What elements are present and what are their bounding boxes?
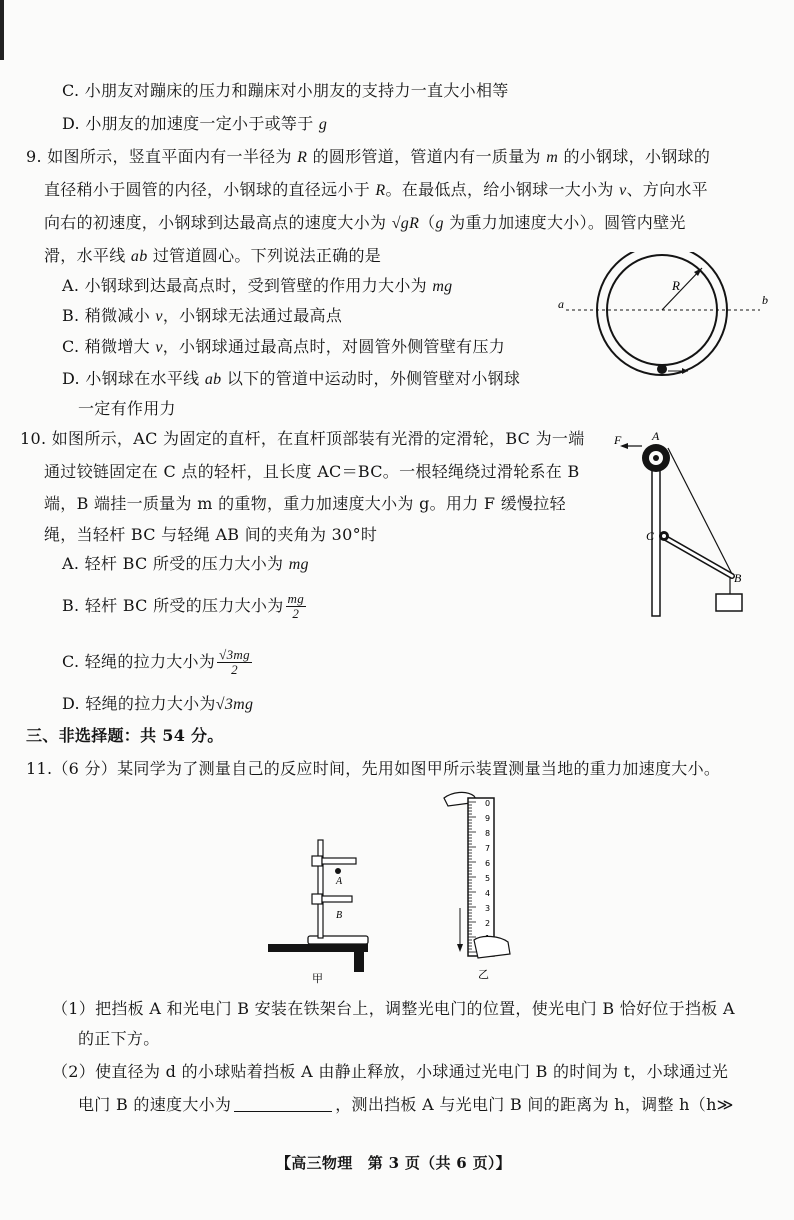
label-R: R bbox=[672, 278, 680, 293]
hanging-weight bbox=[716, 594, 742, 611]
q9-option-c: C. 稍微增大 v，小钢球通过最高点时，对圆管外侧管壁有压力 bbox=[62, 337, 506, 356]
q11-figure-jia bbox=[268, 836, 378, 986]
q11-step1-line2: 的正下方。 bbox=[78, 1029, 160, 1048]
ruler-digit: 6 bbox=[485, 859, 491, 868]
label-C: C bbox=[646, 529, 655, 543]
stand-pole bbox=[318, 840, 323, 938]
ruler-digit: 3 bbox=[485, 904, 491, 913]
q9-option-b: B. 稍微减小 v，小钢球无法通过最高点 bbox=[62, 306, 343, 325]
clamp-lower bbox=[312, 894, 322, 904]
fraction-mg-over-2: $\frac{mg}{2}$ bbox=[287, 591, 304, 621]
page-footer: 【高三物理 第 3 页（共 6 页）】 bbox=[276, 1154, 511, 1172]
ruler-digit: 8 bbox=[485, 829, 491, 838]
answer-blank bbox=[234, 1095, 332, 1112]
ruler-digit: 0 bbox=[485, 799, 491, 808]
q9-tube-figure bbox=[550, 252, 775, 382]
ruler-digit: 2 bbox=[485, 919, 491, 928]
label-a: a bbox=[558, 297, 564, 311]
q9-option-a: A. 小钢球到达最高点时，受到管壁的作用力大小为 mg bbox=[62, 276, 453, 295]
q8-option-d: D. 小朋友的加速度一定小于或等于 g bbox=[62, 114, 328, 133]
scan-edge bbox=[0, 0, 4, 60]
table-top bbox=[268, 944, 368, 952]
q10-pulley-figure bbox=[612, 428, 762, 620]
q10-option-a: A. 轻杆 BC 所受的压力大小为 mg bbox=[62, 554, 309, 573]
label-A: A bbox=[652, 429, 660, 443]
q8-option-c: C. 小朋友对蹦床的压力和蹦床对小朋友的支持力一直大小相等 bbox=[62, 81, 509, 100]
q11-step1-line1: （1）把挡板 A 和光电门 B 安装在铁架台上，调整光电门的位置，使光电门 B 恰好位于挡板 A bbox=[52, 999, 735, 1018]
q9-stem-line2: 直径稍小于圆管的内径，小钢球的直径远小于 R。在最低点，给小钢球一大小为 v、方向水平 bbox=[44, 180, 708, 199]
q9-option-d: D. 小钢球在水平线 ab 以下的管道中运动时，外侧管壁对小钢球 bbox=[62, 369, 521, 388]
label-B: B bbox=[734, 571, 742, 585]
fraction-sqrt3mg-over-2: $\frac{√3mg}{2}$ bbox=[219, 647, 250, 677]
small-ball bbox=[335, 868, 341, 874]
q10-option-b: B. 轻杆 BC 所受的压力大小为 $\frac{mg}{2}$ bbox=[62, 591, 304, 621]
q11-intro: 11.（6 分）某同学为了测量自己的反应时间，先用如图甲所示装置测量当地的重力加速度大小。 bbox=[26, 759, 721, 778]
label-F: F bbox=[614, 433, 622, 447]
q10-option-d: D. 轻绳的拉力大小为√3mg bbox=[62, 694, 254, 713]
q10-stem-line3: 端，B 端挂一质量为 m 的重物，重力加速度大小为 g。用力 F 缓慢拉轻 bbox=[44, 494, 566, 513]
label-yi: 乙 bbox=[478, 968, 489, 981]
q10-stem-line2: 通过铰链固定在 C 点的轻杆，且长度 AC＝BC。一根轻绳绕过滑轮系在 B bbox=[44, 462, 580, 481]
ruler-digit: 7 bbox=[485, 844, 491, 853]
q10-stem-line4: 绳，当轻杆 BC 与轻绳 AB 间的夹角为 30°时 bbox=[44, 525, 378, 544]
pulley-axle bbox=[653, 455, 659, 461]
ruler-digit: 5 bbox=[485, 874, 491, 883]
q10-option-c: C. 轻绳的拉力大小为 $\frac{√3mg}{2}$ bbox=[62, 647, 250, 677]
q11-figure-yi bbox=[438, 788, 518, 988]
q11-step2-line2: 电门 B 的速度大小为 ，测出挡板 A 与光电门 B 间的距离为 h，调整 h（h≫ bbox=[78, 1095, 734, 1114]
ruler-digit: 4 bbox=[485, 889, 491, 898]
label-jia: 甲 bbox=[312, 972, 323, 985]
table-edge bbox=[354, 944, 364, 972]
q10-stem-line1: 10. 如图所示，AC 为固定的直杆，在直杆顶部装有光滑的定滑轮，BC 为一端 bbox=[20, 429, 585, 448]
q11-step2-line1: （2）使直径为 d 的小球贴着挡板 A 由静止释放，小球通过光电门 B 的时间为 t，小球通过光 bbox=[52, 1062, 729, 1081]
q9-option-d-line2: 一定有作用力 bbox=[78, 399, 176, 418]
radius-line bbox=[662, 268, 702, 310]
tube-outer-wall bbox=[597, 252, 727, 375]
q9-stem-line1: 9. 如图所示，竖直平面内有一半径为 R 的圆形管道，管道内有一质量为 m 的小钢球，小钢球的 bbox=[26, 147, 711, 166]
q9-stem-line4: 滑，水平线 ab 过管道圆心。下列说法正确的是 bbox=[44, 246, 382, 265]
label-b: b bbox=[762, 293, 768, 307]
label-A: A bbox=[336, 876, 343, 887]
ruler-digit: 9 bbox=[485, 814, 491, 823]
stand-base bbox=[308, 936, 368, 944]
section-3-heading: 三、非选择题：共 54 分。 bbox=[26, 726, 224, 745]
ruler-digits bbox=[485, 799, 490, 958]
clamp-upper bbox=[312, 856, 322, 866]
fall-arrowhead bbox=[457, 944, 463, 952]
photogate-B bbox=[322, 896, 352, 902]
lower-hand bbox=[474, 936, 510, 958]
q9-stem-line3: 向右的初速度，小钢球到达最高点的速度大小为 √gR（g 为重力加速度大小）。圆管内壁光 bbox=[44, 213, 686, 232]
steel-ball bbox=[657, 364, 667, 374]
label-B: B bbox=[336, 910, 343, 921]
baffle-A bbox=[322, 858, 356, 864]
